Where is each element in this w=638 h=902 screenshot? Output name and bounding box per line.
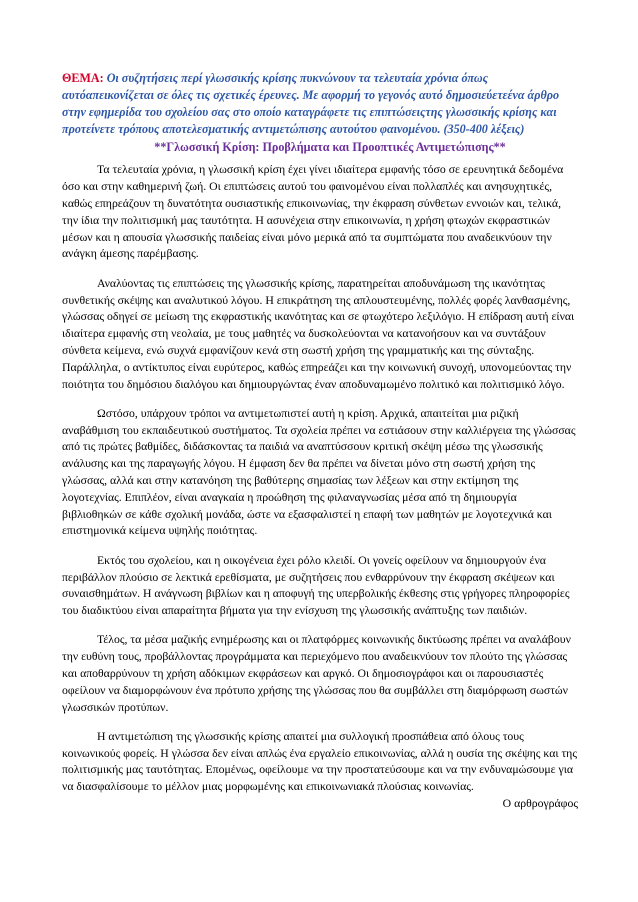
article-paragraph-5: Τέλος, τα μέσα μαζικής ενημέρωσης και οι πλατφόρμες κοινωνικής δικτύωσης πρέπει να αναλάβουν την ευθύνη τους, προβάλλοντας προγράμματα και περιεχόμενο που αναδεικνύουν τον πλούτο της γλώσσας και αποθαρρύνουν τη χρήση αδόκιμων εκφράσεων και αργκό. Οι δημοσιογράφοι και οι παρουσιαστές οφείλουν να διαμορφώνουν ένα πρότυπο χρήσης της γλώσσας που θα συμβάλλει στη διαμόρφωση σωστών γλωσσικών προτύπων.	[62, 633, 571, 714]
article-title: **Γλωσσική Κρίση: Προβλήματα και Προοπτικές Αντιμετώπισης**	[154, 140, 506, 155]
theme-label: ΘΕΜΑ:	[62, 71, 104, 85]
article-paragraph-1: Τα τελευταία χρόνια, η γλωσσική κρίση έχει γίνει ιδιαίτερα εμφανής τόσο σε ερευνητικά δεδομένα όσο και στην καθημερινή ζωή. Οι επιπτώσεις αυτού του φαινομένου είναι πολλαπλές και ανησυχητικές, καθώς επηρεάζουν τη δυνατότητα ουσιαστικής επικοινωνίας, την έκφραση σύνθετων εννοιών και, τελικά, την ίδια την πολιτισμική μας ταυτότητα. Η ασυνέχεια στην επικοινωνία, η χρήση φτωχών εκφραστικών μέσων και η απουσία γλωσσικής παιδείας είναι μόνο μερικά από τα συμπτώματα που αναδεικνύουν την ανάγκη άμεσης παρέμβασης.	[62, 163, 564, 261]
article-paragraph-4: Εκτός του σχολείου, και η οικογένεια έχει ρόλο κλειδί. Οι γονείς οφείλουν να δημιουργούν ένα περιβάλλον πλούσιο σε λεκτικά ερεθίσματα, με συζητήσεις που ενθαρρύνουν την έκφραση σκέψεων και συναισθημάτων. Η ανάγνωση βιβλίων και η αποφυγή της υπερβολικής έκθεσης στις γρήγορες πληροφορίες του διαδικτύου είναι απαραίτητα βήματα για την ενίσχυση της γλωσσικής ανάπτυξης των παιδιών.	[62, 553, 570, 618]
assignment-prompt	[62, 70, 578, 138]
author-signature: Ο αρθρογράφος	[502, 797, 578, 811]
theme-text: Οι συζητήσεις περί γλωσσικής κρίσης πυκνώνουν τα τελευταία χρόνια όπως αυτόαπεικονίζεται σε όλες τις σχετικές έρευνες. Με αφορμή το γεγονός αυτό δημοσιεύετεένα άρθρο στην εφημερίδα του σχολείου σας στο οποίο καταγράφετε τις επιπτώσειςτης γλωσσικής κρίσης και προτείνετε τρόπους αποτελεσματικής αντιμετώπισης αυτούτου φαινομένου. (350-400 λέξεις)	[62, 71, 560, 137]
article-paragraph-2: Αναλύοντας τις επιπτώσεις της γλωσσικής κρίσης, παρατηρείται αποδυνάμωση της ικανότητας συνθετικής σκέψης και αναλυτικού λόγου. Η επικράτηση της απλουστευμένης, πολλές φορές λανθασμένης, γλώσσας οδηγεί σε μείωση της εκφραστικής ικανότητας και σε φτωχότερο λεξιλόγιο. Η επίδραση αυτή είναι ιδιαίτερα εμφανής στη νεολαία, με τους μαθητές να δυσκολεύονται να κατανοήσουν και να συντάξουν σύνθετα κείμενα, ενώ συχνά εμφανίζουν κενά στη σωστή χρήση της γραμματικής και της σύνταξης. Παράλληλα, ο αντίκτυπος είναι ευρύτερος, καθώς επηρεάζει και την κοινωνική συνοχή, υπονομεύοντας την ποιότητα του δημόσιου διαλόγου και δημιουργώντας έναν αποδυναμωμένο πολιτικό και πολιτισμικό λόγο.	[62, 276, 575, 391]
article-paragraph-6: Η αντιμετώπιση της γλωσσικής κρίσης απαιτεί μια συλλογική προσπάθεια από όλους τους κοινωνικούς φορείς. Η γλώσσα δεν είναι απλώς ένα εργαλείο επικοινωνίας, αλλά η ουσία της σκέψης και της πολιτισμικής μας ταυτότητας. Επομένως, οφείλουμε να την προστατεύσουμε και να την ενδυναμώσουμε για να διασφαλίσουμε το μέλλον μιας μορφωμένης και επικοινωνιακά πλούσιας κοινωνίας.	[62, 729, 577, 794]
article-paragraph-3: Ωστόσο, υπάρχουν τρόποι να αντιμετωπιστεί αυτή η κρίση. Αρχικά, απαιτείται μια ριζική αναβάθμιση του εκπαιδευτικού συστήματος. Τα σχολεία πρέπει να εστιάσουν στην καλλιέργεια της γλώσσας από τις πρώτες βαθμίδες, διδάσκοντας τα παιδιά να αναπτύσσουν κριτική σκέψη μέσω της γλωσσικής ανάλυσης και της παραγωγής λόγου. Η έμφαση δεν θα πρέπει να δίνεται μόνο στη σωστή χρήση της γλώσσας, αλλά και στην κατανόηση της βαθύτερης σημασίας των λέξεων και στην εκτίμηση της λογοτεχνίας. Επιπλέον, είναι αναγκαία η προώθηση της φιλαναγνωσίας μέσα από τη δημιουργία βιβλιοθηκών σε κάθε σχολική μονάδα, ώστε να εξασφαλιστεί η επαφή των μαθητών με λογοτεχνικά και επιστημονικά κείμενα υψηλής ποιότητας.	[62, 406, 576, 538]
document-page	[62, 70, 578, 813]
